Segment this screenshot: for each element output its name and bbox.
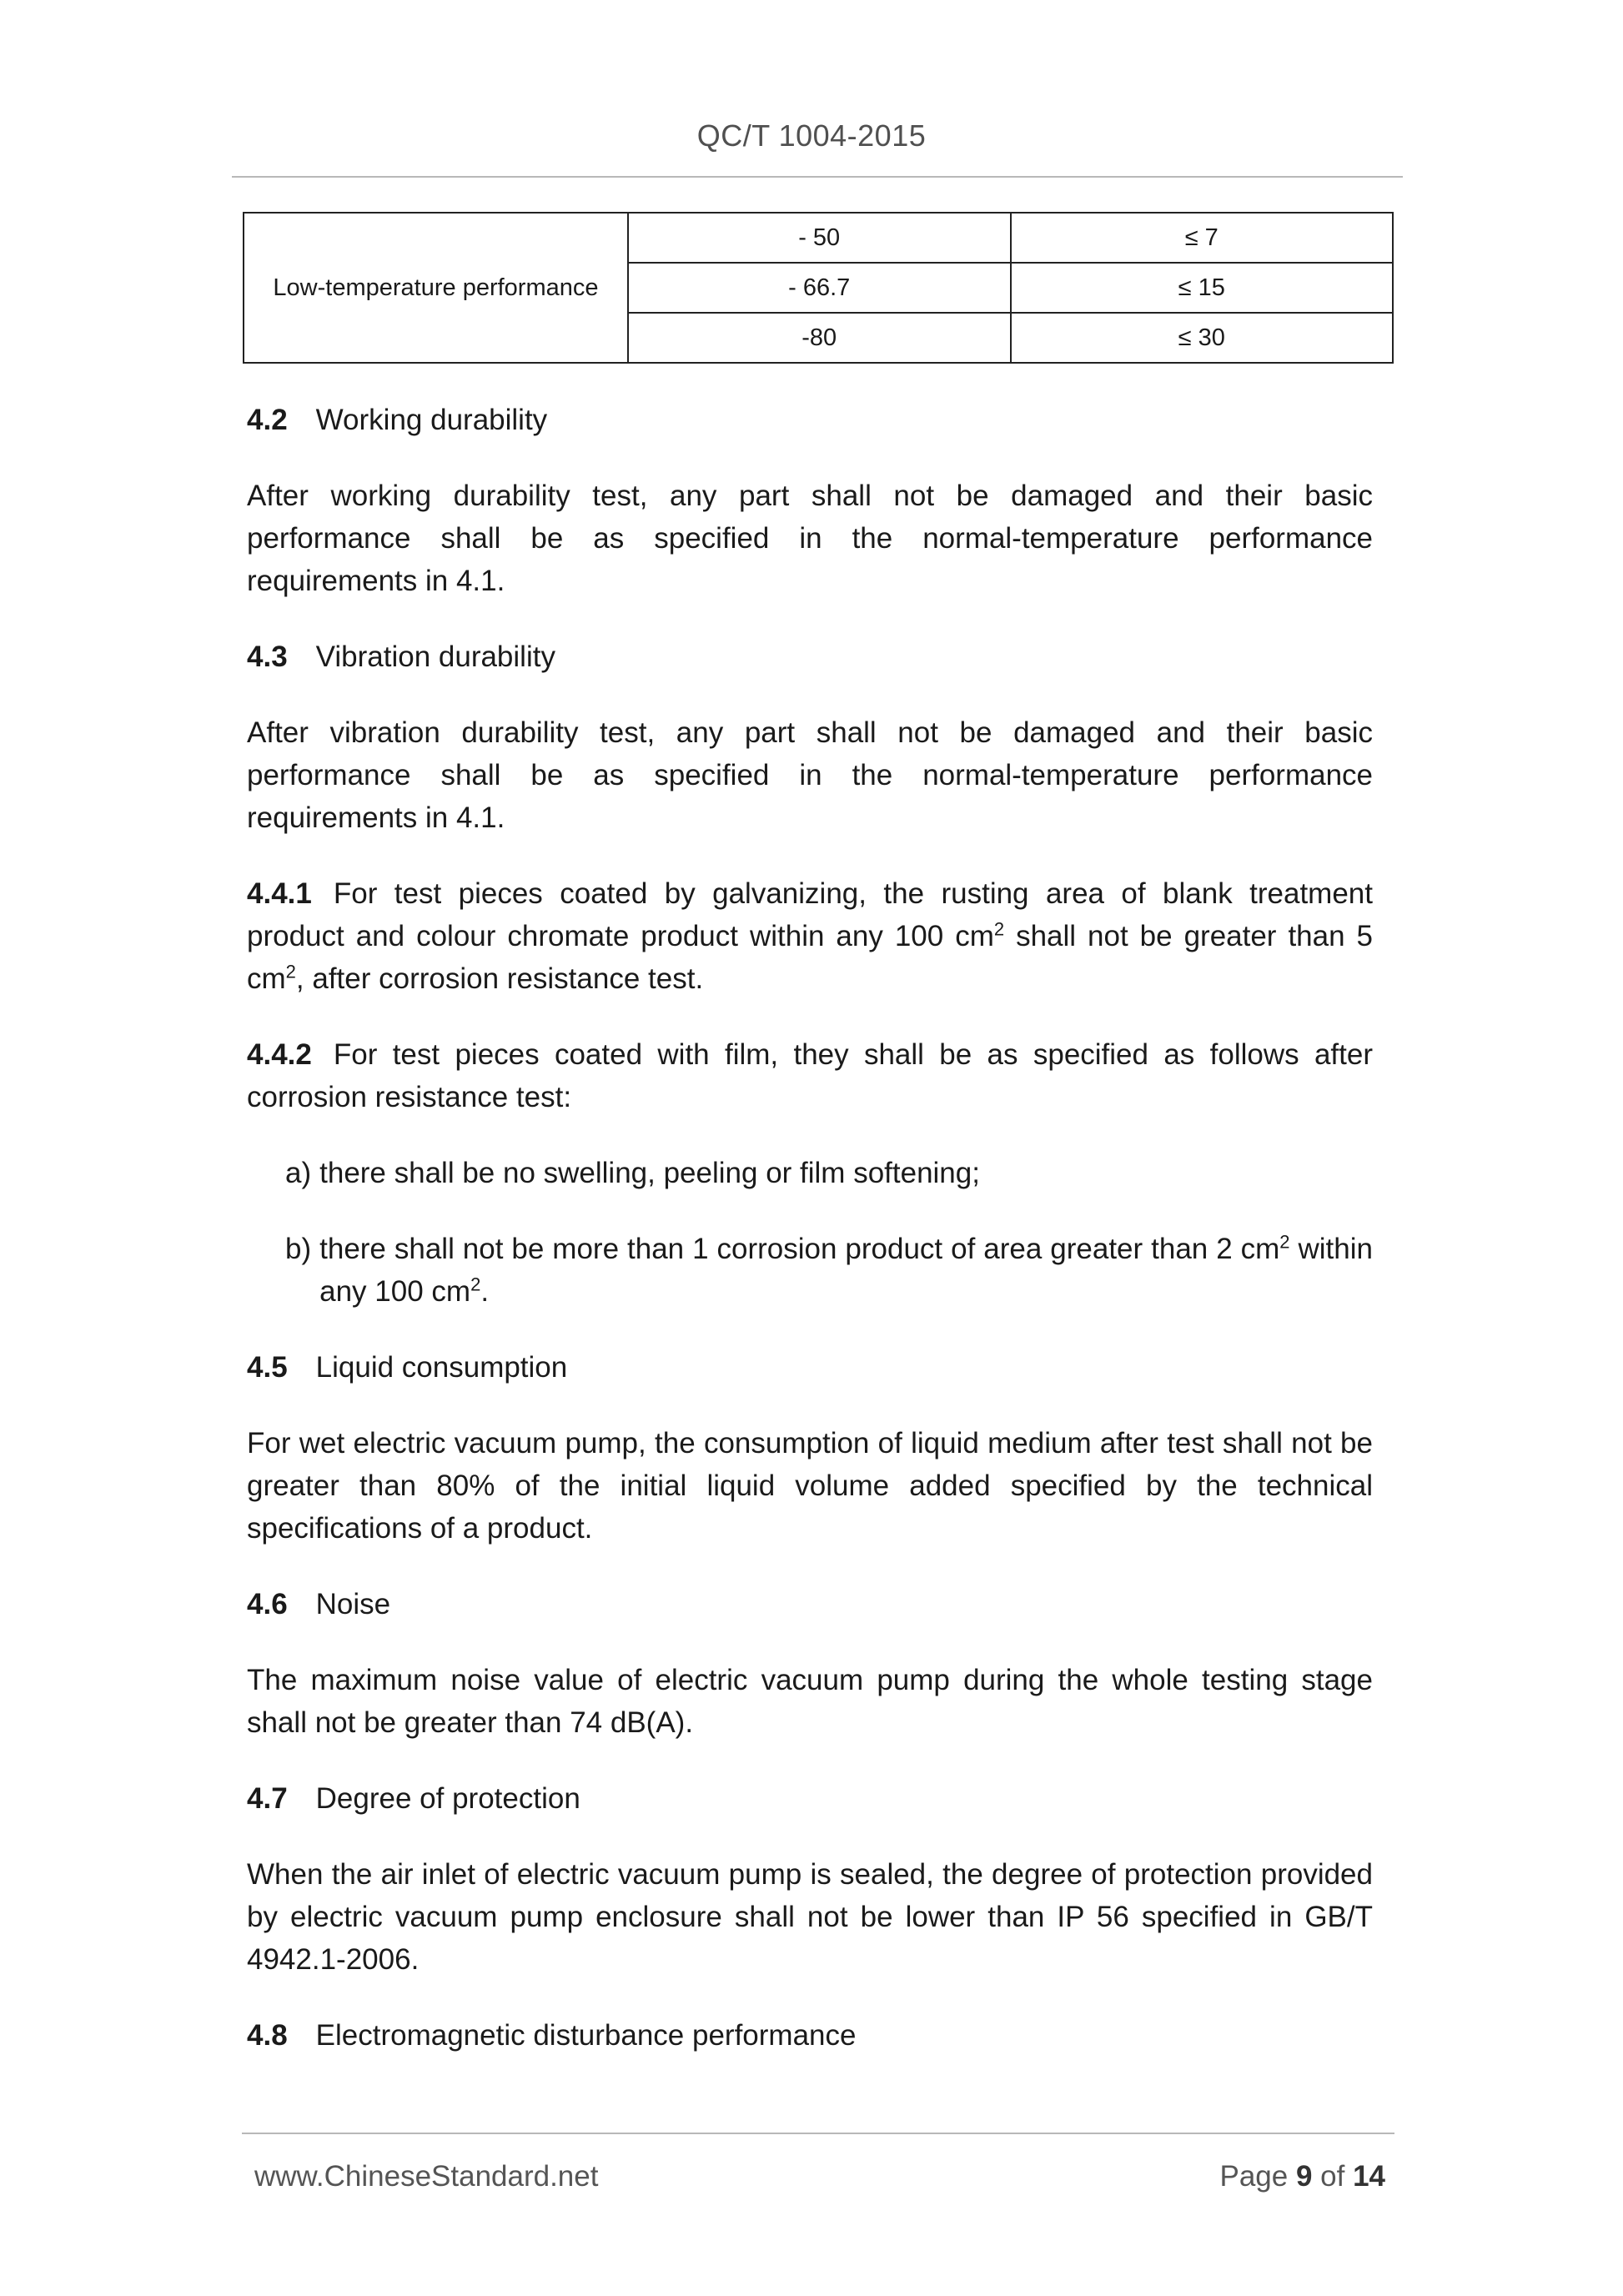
clause-number: 4.4.2 xyxy=(247,1038,312,1071)
list-marker: a) xyxy=(285,1157,312,1189)
document-code-header: QC/T 1004-2015 xyxy=(696,118,927,153)
section-body-4-7: When the air inlet of electric vacuum pump is sealed, the degree of protection provided by electric vacuum pump enclosure shall not be lower than IP 56 specified in GB/T 4942.1-2006. xyxy=(247,1858,1373,1976)
section-title: Degree of protection xyxy=(315,1782,580,1815)
page-of-label: of xyxy=(1312,2160,1354,2193)
section-title: Electromagnetic disturbance performance xyxy=(315,2019,857,2052)
section-heading-4-6 xyxy=(247,1583,1373,1625)
clause-text: For test pieces coated by galvanizing, the rusting area of blank treatment product and colour chromate product within any 100 cm xyxy=(247,877,1373,952)
section-number: 4.8 xyxy=(247,2019,288,2052)
low-temperature-performance-table xyxy=(243,212,1394,364)
total-pages: 14 xyxy=(1353,2160,1385,2193)
list-item-text: there shall be no swelling, peeling or film softening; xyxy=(319,1157,980,1189)
list-marker: b) xyxy=(285,1233,312,1265)
section-number: 4.2 xyxy=(247,404,288,436)
section-body-4-3: After vibration durability test, any part shall not be damaged and their basic performance shall be as specified in the normal-temperature performance requirements in 4.1. xyxy=(247,716,1373,834)
list-item-b xyxy=(285,1228,1373,1313)
footer-divider xyxy=(242,2133,1394,2134)
list-item-text-part: there shall not be more than 1 corrosion product of area greater than 2 cm xyxy=(319,1233,1280,1265)
superscript: 2 xyxy=(993,918,1005,940)
list-item-text-part: within any 100 cm xyxy=(319,1233,1373,1308)
table-row-label: Low-temperature performance xyxy=(244,213,628,363)
table-cell-value: ≤ 30 xyxy=(1011,313,1394,363)
list-item-text-part: . xyxy=(480,1275,490,1308)
current-page: 9 xyxy=(1295,2160,1313,2193)
table-cell-value: ≤ 15 xyxy=(1011,263,1394,313)
list-item-text xyxy=(319,1228,1373,1313)
section-number: 4.7 xyxy=(247,1782,288,1815)
table-cell-value: ≤ 7 xyxy=(1011,213,1394,263)
clause-4-4-2 xyxy=(247,1033,1373,1118)
section-number: 4.3 xyxy=(247,641,288,673)
section-title: Liquid consumption xyxy=(315,1351,568,1384)
section-title: Vibration durability xyxy=(315,641,555,673)
footer-website-link[interactable]: www.ChineseStandard.net xyxy=(254,2160,599,2193)
page-number xyxy=(1219,2160,1385,2193)
table-cell-temperature: -80 xyxy=(628,313,1011,363)
superscript: 2 xyxy=(470,1274,481,1295)
section-number: 4.6 xyxy=(247,1588,288,1620)
clause-text: For test pieces coated with film, they shall be as specified as follows after corrosion resistance test: xyxy=(247,1038,1373,1113)
clause-text: shall not be greater than 5 cm xyxy=(247,920,1373,995)
table-cell-temperature: - 66.7 xyxy=(628,263,1011,313)
section-number: 4.5 xyxy=(247,1351,288,1384)
clause-4-4-1 xyxy=(247,872,1373,1000)
list-item-a xyxy=(285,1152,1373,1194)
section-heading-4-8 xyxy=(247,2014,1373,2057)
superscript: 2 xyxy=(285,961,296,982)
section-body-4-6: The maximum noise value of electric vacuum pump during the whole testing stage shall not be greater than 74 dB(A). xyxy=(247,1664,1373,1739)
section-body-4-2: After working durability test, any part shall not be damaged and their basic performance shall be as specified in the normal-temperature performance requirements in 4.1. xyxy=(247,480,1373,597)
section-heading-4-2 xyxy=(247,399,1373,441)
document-body xyxy=(247,399,1373,2090)
section-body-4-5: For wet electric vacuum pump, the consumption of liquid medium after test shall not be greater than 80% of the initial liquid volume added specified by the technical specifications of a product. xyxy=(247,1427,1373,1545)
section-heading-4-3 xyxy=(247,636,1373,678)
section-title: Noise xyxy=(315,1588,391,1620)
section-heading-4-5 xyxy=(247,1346,1373,1389)
section-title: Working durability xyxy=(315,404,548,436)
table-row xyxy=(244,213,1393,263)
table-cell-temperature: - 50 xyxy=(628,213,1011,263)
superscript: 2 xyxy=(1279,1231,1290,1253)
section-heading-4-7 xyxy=(247,1777,1373,1820)
header-divider xyxy=(232,176,1403,178)
page-label: Page xyxy=(1219,2160,1296,2193)
clause-number: 4.4.1 xyxy=(247,877,312,910)
clause-text: , after corrosion resistance test. xyxy=(295,962,704,995)
